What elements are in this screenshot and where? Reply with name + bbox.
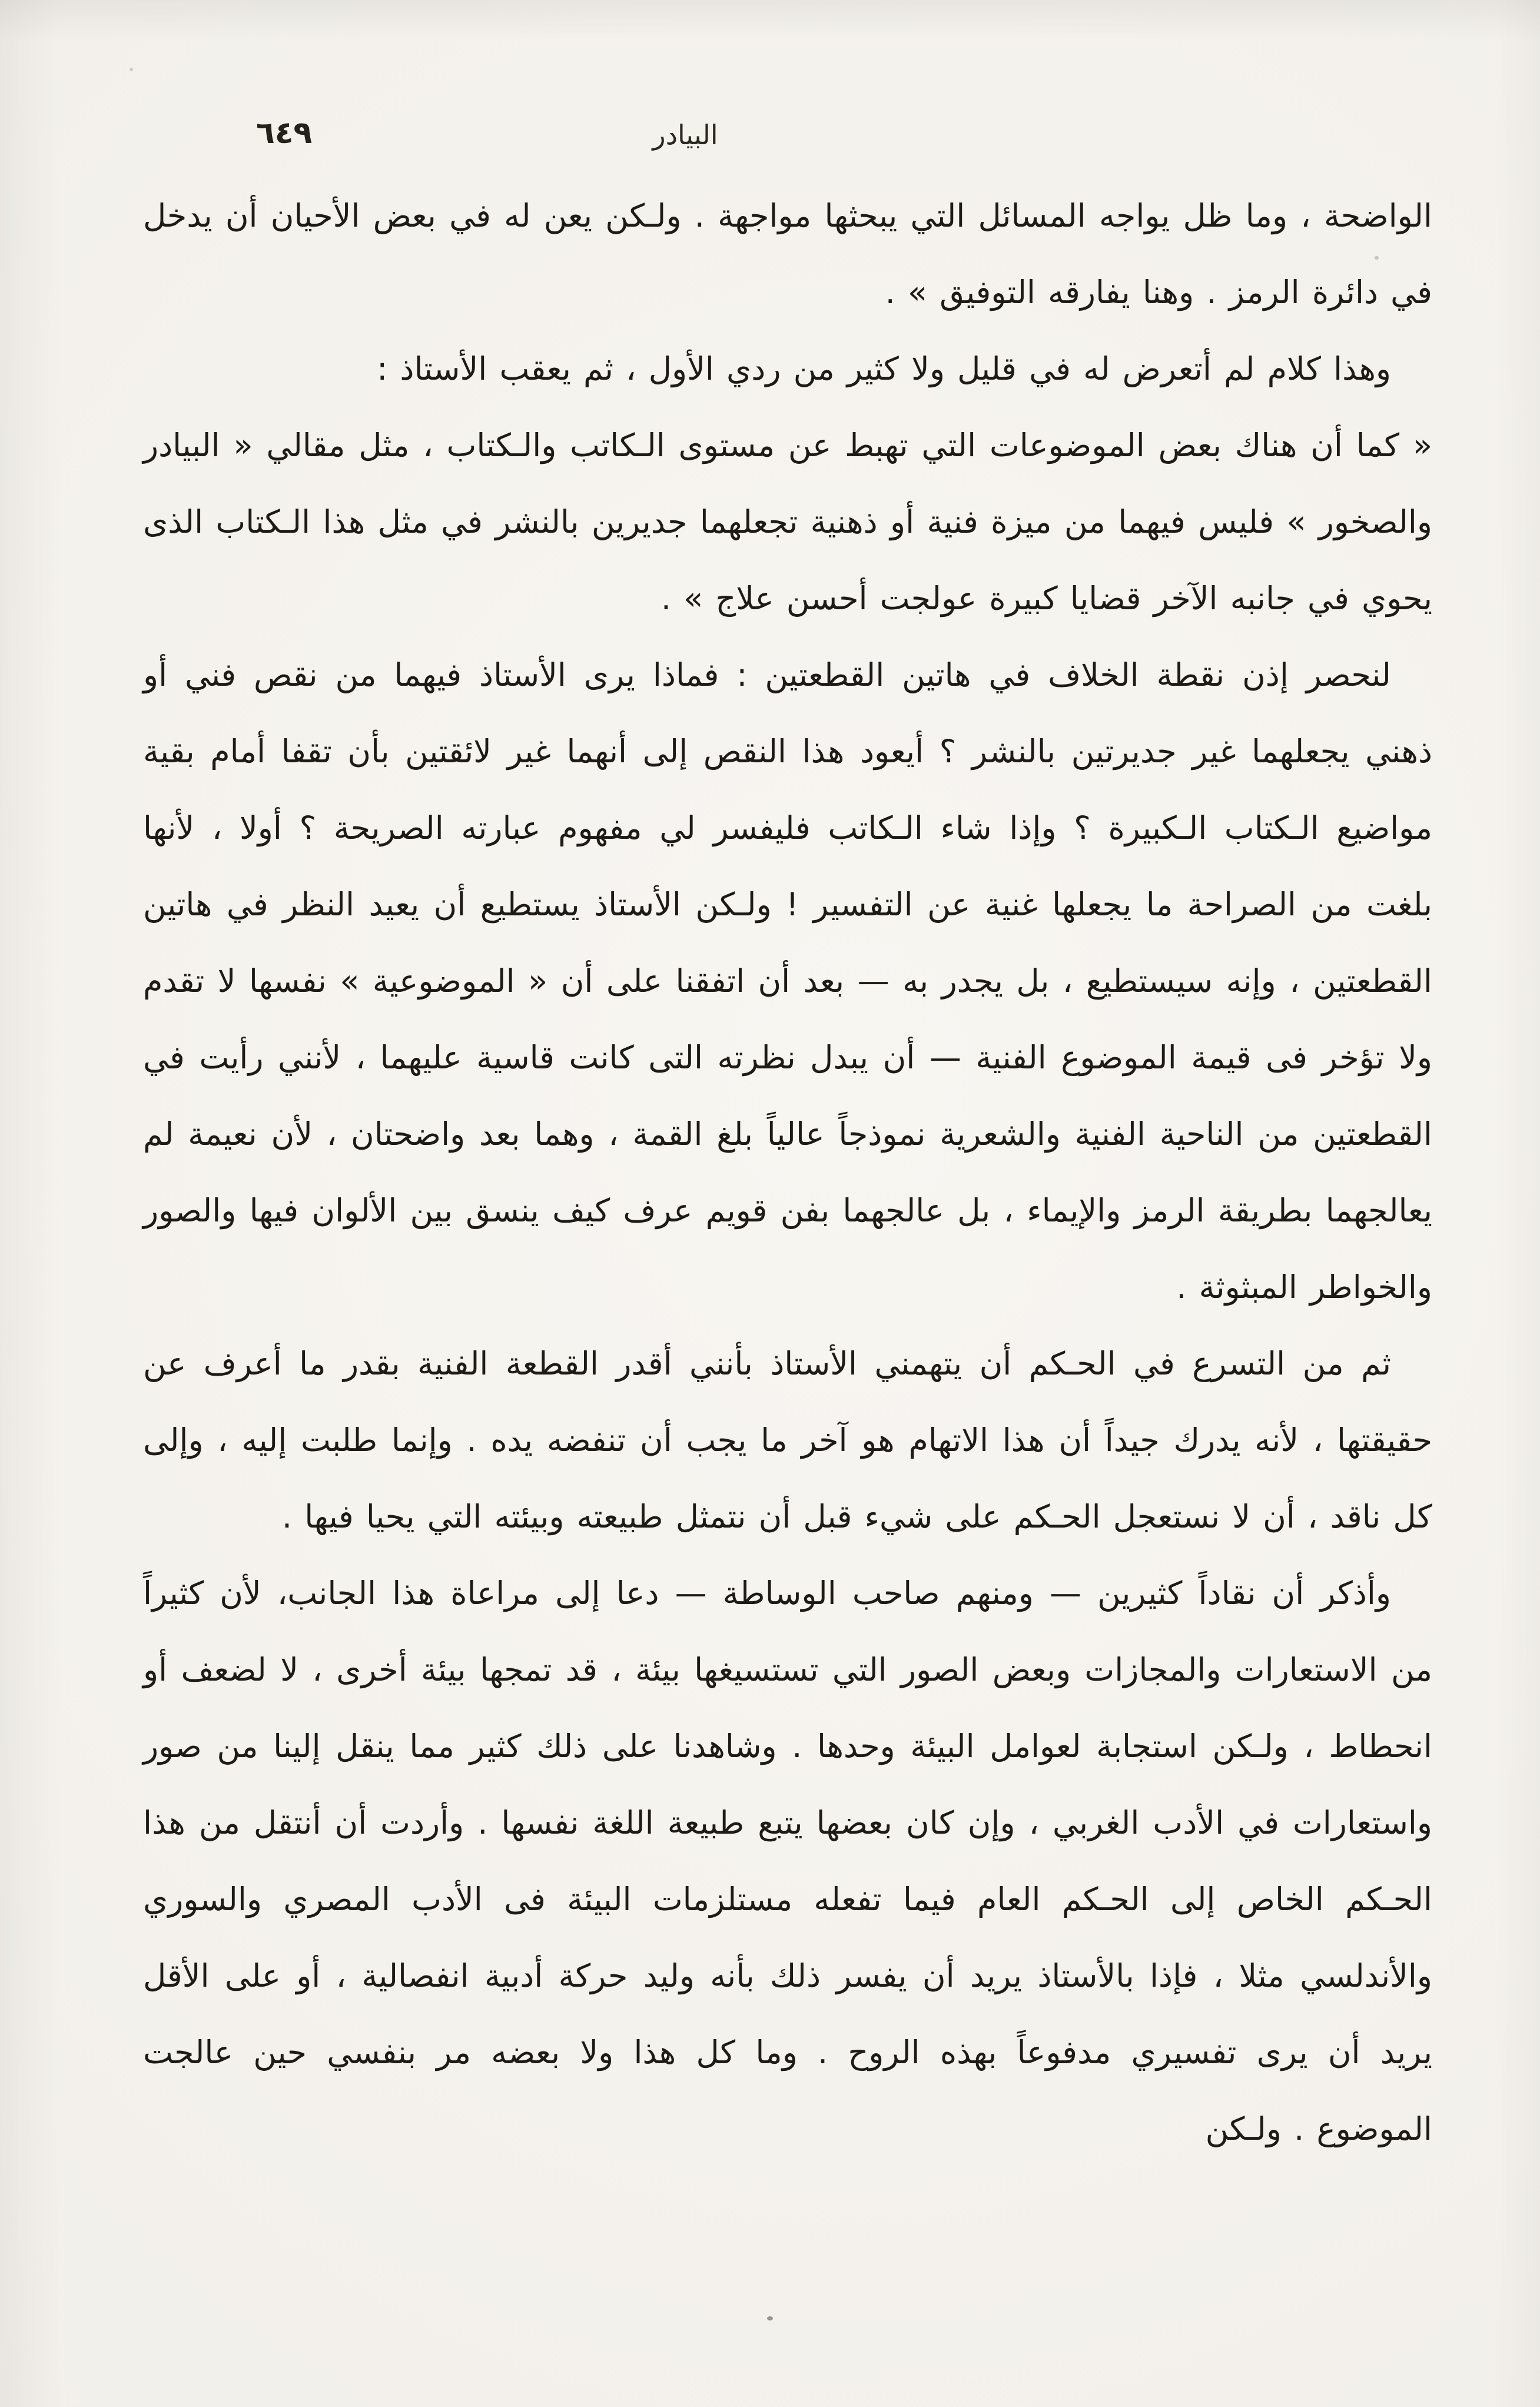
paragraph: ثم من التسرع في الحـكم أن يتهمني الأستاذ بأنني أقدر القطعة الفنية بقدر ما أعرف عن حقيقتها ، لأنه يدرك جيداً أن هذا الاتهام هو آخر ما يجب أن تنفضه يده . وإنما طلبت إليه ، وإلى كل ناقد ، أن لا نستعجل الحـكم على شيء قبل أن نتمثل طبيعته وبيئته التي يحيا فيها . <box>143 1345 1432 1535</box>
page-number: ٦٤٩ <box>256 115 313 151</box>
paragraph: وأذكر أن نقاداً كثيرين — ومنهم صاحب الوساطة — دعا إلى مراعاة هذا الجانب، لأن كثيراً من الاستعارات والمجازات وبعض الصور التي تستسيغها بيئة ، قد تمجها بيئة أخرى ، لا لضعف أو انحطاط ، ولـكن استجابة لعوامل البيئة وحدها . وشاهدنا على ذلك كثير مما ينقل إلينا من صور واستعارات في الأدب الغربي ، وإن كان بعضها يتبع طبيعة اللغة نفسها . وأردت أن أنتقل من هذا الحـكم الخاص إلى الحـكم العام فيما تفعله مستلزمات البيئة فى الأدب المصري والسوري والأندلسي مثلا ، فإذا بالأستاذ يريد أن يفسر ذلك بأنه وليد حركة أدبية انفصالية ، أو على الأقل يريد أن يرى تفسيري مدفوعاً بهذه الروح . وما كل هذا ولا بعضه مر بنفسي حين عالجت الموضوع . ولـكن <box>143 1575 1432 2147</box>
page-header <box>109 115 1432 168</box>
scan-speck <box>130 68 133 71</box>
scan-speck <box>767 2316 773 2320</box>
paragraph: لنحصر إذن نقطة الخلاف في هاتين القطعتين : فماذا يرى الأستاذ فيهما من نقص فني أو ذهني يجعلهما غير جديرتين بالنشر ؟ أيعود هذا النقص إلى أنهما غير لائقتين بأن تقفا أمام بقية مواضيع الـكتاب الـكبيرة ؟ وإذا شاء الـكاتب فليفسر لي مفهوم عبارته الصريحة ؟ أولا ، لأنها بلغت من الصراحة ما يجعلها غنية عن التفسير ! ولـكن الأستاذ يستطيع أن يعيد النظر في هاتين القطعتين ، وإنه سيستطيع ، بل يجدر به — بعد أن اتفقنا على أن « الموضوعية » نفسها لا تقدم ولا تؤخر فى قيمة الموضوع الفنية — أن يبدل نظرته التى كانت قاسية عليهما ، لأنني رأيت في القطعتين من الناحية الفنية والشعرية نموذجاً عالياً بلغ القمة ، وهما بعد واضحتان ، لأن نعيمة لم يعالجهما بطريقة الرمز والإيماء ، بل عالجهما بفن قويم عرف كيف ينسق بين الألوان فيها والصور والخواطر المبثوثة . <box>143 656 1432 1306</box>
paragraph: وهذا كلام لم أتعرض له في قليل ولا كثير من ردي الأول ، ثم يعقب الأستاذ : <box>377 350 1391 387</box>
body-text <box>143 178 1432 2167</box>
paragraph: الواضحة ، وما ظل يواجه المسائل التي يبحثها مواجهة . ولـكن يعن له في بعض الأحيان أن يدخل في دائرة الرمز . وهنا يفارقه التوفيق » . <box>143 197 1432 311</box>
page-title: البيادر <box>652 119 718 151</box>
paragraph: « كما أن هناك بعض الموضوعات التي تهبط عن مستوى الـكاتب والـكتاب ، مثل مقالي « البيادر والصخور » فليس فيهما من ميزة فنية أو ذهنية تجعلهما جديرين بالنشر في مثل هذا الـكتاب الذى يحوي في جانبه الآخر قضايا كبيرة عولجت أحسن علاج » . <box>143 427 1432 617</box>
